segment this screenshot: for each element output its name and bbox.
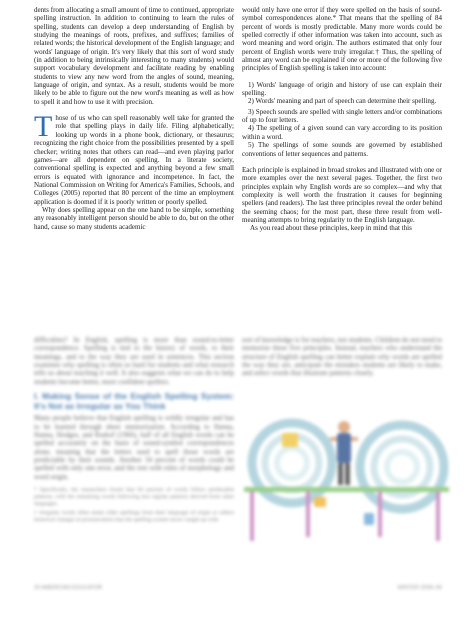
blurred-left-block [34,336,234,524]
left-paragraph-2 [34,110,234,206]
left-paragraph-3: Why does spelling appear on the one hand to be simple, something any reasonably intelligent person should be able to do, but on the other hand, cause so many students academic [34,205,234,231]
footnote: * Specifically, the researchers found that 84 percent of words follow predictable patterns, with the remaining words following less regular patterns derived from other languages. [34,487,234,507]
left-paragraph-1: dents from allocating a small amount of time to continued, appropriate spelling instruction. In addition to continuing to learn the rules of spelling, students can develop a deep understanding of English by studying the meanings of roots, prefixes, and suffixes; families of related words; the historical development of the English language; and words' language of origin. It's very likely that this sort of word study (in addition to being intrinsically interesting to many students) would support vocabulary development and facilitate reading by enabling students to view any new word from the angles of sound, meaning, language of origin, and syntax. As a result, students would be more likely to be able to figure out the new word's meaning as well as how to spell it and how to use it with precision. [34,6,234,106]
page-footer [34,583,442,593]
spelling-illustration [244,405,449,565]
purple-post [306,491,310,537]
purple-post [378,491,382,537]
list-item: 3) Speech sounds are spelled with single letters and/or combinations of up to four letters. [242,107,442,125]
right-column [242,6,442,233]
footer-issue: WINTER 2008–09 [397,585,442,591]
blurred-left-text-2: Many people believe that English spelling is wildly irregular and has to be learned through sheer memorization. According to Hanna, Hanna, Hodges, and Rudorf (1966), half of all English words can be spelled accurately on the basis of sound-symbol correspondences alone, meaning that the letters used to spell those words are predictable by their sounds. Another 34 percent of words could be spelled with only one error, and the rest with rules of morphology and word origin. [34,414,234,481]
blurred-right-block [242,336,442,378]
list-item: 2) Words' meaning and part of speech can determine their spelling. [248,97,437,106]
principles-list [242,81,442,158]
footnote: † Irregular words often retain older spellings from their language of origin or reflect historical changes in pronunciation that the spelling system never caught up with. [34,510,234,523]
blurred-right-text: sort of knowledge is for teachers, not students. Children do not need to memorize these five principles. Instead, teachers who understand the structure of English spelling can better explain why words are spelled the way they are, anticipate the mistakes students are likely to make, and select words that illustrate patterns clearly. [242,336,442,378]
left-paragraph-2-text: hose of us who can spell reasonably well take for granted the role that spelling plays in daily life. Filing alphabetically; looking up words in a phone book, dictionary, or thesaurus; recognizing the right choice from the possibilities presented by a spell checker; writing notes that others can read—and even playing parlor games—are all dependent on spelling. In a literate society, conventional spelling is expected and anything beyond a few small errors is equated with ignorance and incompetence. In fact, the National Commission on Writing for America's Families, Schools, and Colleges (2005) reported that 80 percent of the time an employment application is doomed if it is poorly written or poorly spelled. [34,114,234,206]
right-spiral [360,425,444,509]
footer-publication: 20 AMERICAN EDUCATOR [34,585,103,591]
purple-post [250,491,254,541]
section-heading: I. Making Sense of the English Spelling System: It's Not as Irregular as You Think [34,391,234,411]
purple-post [436,491,440,541]
list-item: 4) The spelling of a given sound can vary according to its position within a word. [242,124,442,141]
right-paragraph-2: Each principle is explained in broad strokes and illustrated with one or more examples over the next several pages. Together, the first two principles explain why English words are so complex—and why that complexity is well worth the frustration it causes for beginning spellers (and readers). The last three principles reveal the order behind the seeming chaos; for the most part, these three result from well-meaning attempts to bring regularity to the English language. [242,165,442,224]
right-paragraph-1: would only have one error if they were spelled on the basis of sound-symbol correspondences alone.* That means that the spelling of 84 percent of words is mostly predictable. Many more words could be spelled correctly if other information was taken into account, such as word meaning and word origin. The authors estimated that only four percent of English words were truly irregular.† Thus, the spelling of almost any word can be explained if one or more of the following five principles of English spelling is taken into account: [242,6,442,73]
right-paragraph-3: As you read about these principles, keep in mind that this [250,224,412,233]
blurred-left-text-1: difficulties? In English, spelling is more than sound-to-letter correspondence. Spelling is tied to the history of words, to their meanings, and to the way they are used in sentences. This section examines why spelling is often so hard for students and what research tells us about teaching it well. It also suggests what we can do to help students become better, more confident spellers. [34,336,234,386]
footnotes [34,487,234,524]
green-path [244,487,449,492]
list-item: 1) Words' language of origin and history of use can explain their spelling. [242,80,442,98]
drop-cap: T [34,110,53,144]
list-item: 5) The spellings of some sounds are governed by established conventions of letter sequences and patterns. [242,141,442,158]
left-column [34,6,234,231]
